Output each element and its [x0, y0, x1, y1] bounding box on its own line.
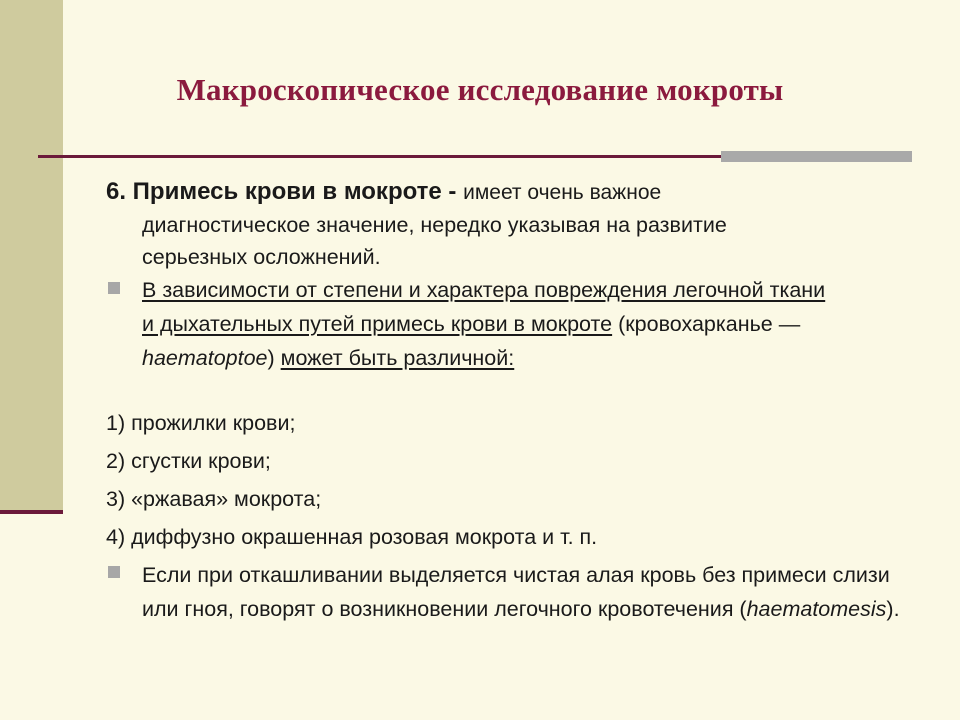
bullet-square-icon: [108, 566, 120, 578]
intro-paragraph: [106, 176, 896, 273]
bullet1-plain-text-2: ): [267, 346, 281, 370]
list-item-3: 3) «ржавая» мокрота;: [106, 487, 322, 511]
bullet1-italic-term: haematoptoe: [142, 346, 268, 370]
intro-lead: 6. Примесь крови в мокроте -: [106, 178, 464, 205]
bullet2-plain-text: Если при откашливании выделяется чистая алая кровь без примеси слизи или гноя, говорят о возникновении легочного кровотечения (: [142, 563, 890, 621]
list-item-4: 4) диффузно окрашенная розовая мокрота и т. п.: [106, 525, 598, 549]
slide-title: Макроскопическое исследование мокроты: [176, 72, 784, 107]
bullet1-underlined-text: В зависимости от степени и характера повреждения легочной ткани и дыхательных путей примесь крови в мокроте: [142, 278, 826, 336]
bullet2-italic-term: haematomesis: [746, 597, 887, 621]
intro-line-3: серьезных осложнений.: [142, 245, 381, 269]
bullet1-underlined-text-2: может быть различной:: [280, 346, 515, 370]
bullet-paragraph-2: [142, 558, 902, 626]
list-item-2: 2) сгустки крови;: [106, 449, 271, 473]
bullet2-plain-text-2: ).: [886, 597, 900, 621]
bullet-square-icon: [108, 282, 120, 294]
intro-line-2: диагностическое значение, нередко указывая на развитие: [142, 213, 727, 237]
list-item-1: 1) прожилки крови;: [106, 411, 296, 435]
intro-rest: имеет очень важное: [463, 181, 662, 204]
bullet1-plain-text: (кровохарканье —: [612, 312, 801, 336]
bullet-paragraph-1: [142, 273, 842, 375]
